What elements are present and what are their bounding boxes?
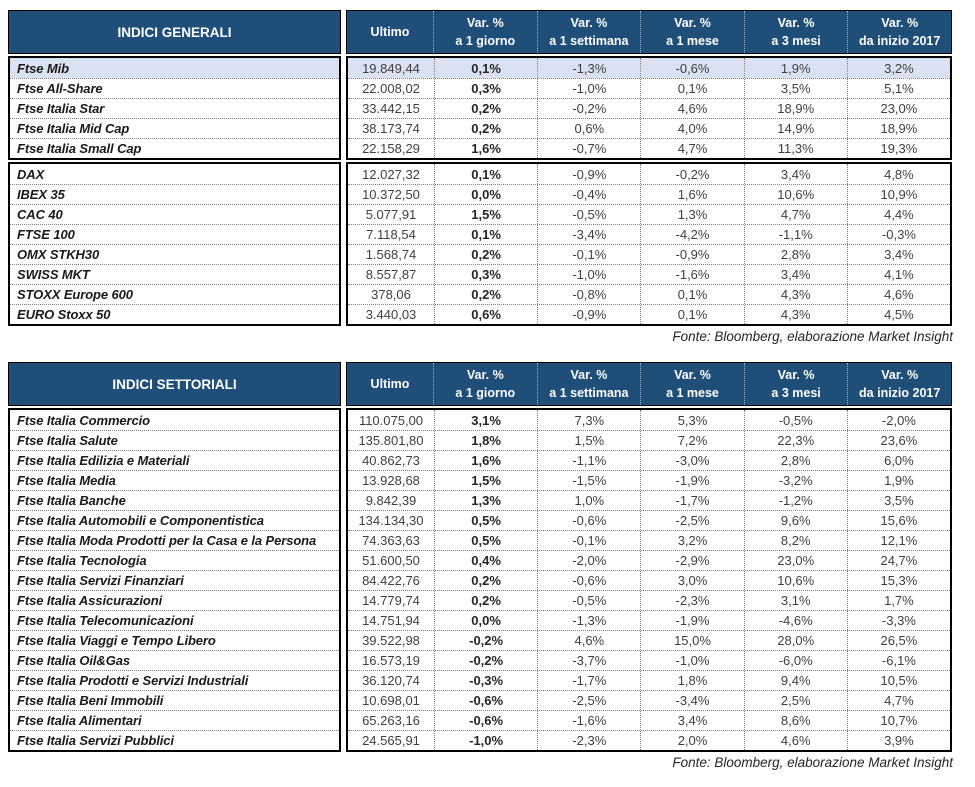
var-header-line2: a 3 mesi <box>771 34 821 48</box>
var-value-cell-3: -3,0% <box>640 451 743 470</box>
var-value-cell-2: -1,0% <box>537 79 640 98</box>
var-value-cell-1: 0,3% <box>434 79 537 98</box>
var-value-cell-3: 1,3% <box>640 205 743 224</box>
var-header-line1: Var. % <box>570 15 608 30</box>
var-value-cell-3: -3,4% <box>640 691 743 710</box>
index-row-values <box>348 650 950 670</box>
index-row-label: Ftse Mib <box>10 58 339 78</box>
var-value-cell-5: 1,9% <box>847 471 950 490</box>
ultimo-value-cell: 7.118,54 <box>366 227 416 242</box>
var-value-cell-2: -1,3% <box>537 611 640 630</box>
var-value-cell-5: -3,3% <box>847 611 950 630</box>
var-value-cell-2: -2,5% <box>537 691 640 710</box>
var-value-cell-2: -0,5% <box>537 205 640 224</box>
var-value-cell-1: 0,2% <box>434 119 537 138</box>
index-row-label: Ftse Italia Automobili e Componentistica <box>10 510 339 530</box>
var-value-cell-4: 8,6% <box>744 711 847 730</box>
var-value-cell-2: -0,6% <box>537 571 640 590</box>
var-value-cell-1: 0,1% <box>434 164 537 184</box>
ultimo-value-cell: 14.751,94 <box>362 613 420 628</box>
var-value-cell-3: -1,9% <box>640 471 743 490</box>
var-header-line2: a 1 settimana <box>549 386 629 400</box>
var-value-cell-2: -1,5% <box>537 471 640 490</box>
ultimo-value-cell: 65.263,16 <box>362 713 420 728</box>
var-header-line2: da inizio 2017 <box>859 386 941 400</box>
ultimo-value-cell: 40.862,73 <box>362 453 420 468</box>
var-value-cell-4: -1,1% <box>744 225 847 244</box>
ultimo-value-cell: 135.801,80 <box>358 433 424 448</box>
var-value-cell-4: 3,1% <box>744 591 847 610</box>
var-value-cell-1: 1,6% <box>434 451 537 470</box>
var-value-cell-1: 0,3% <box>434 265 537 284</box>
index-row-values <box>348 304 950 324</box>
var-value-cell-4: 9,4% <box>744 671 847 690</box>
var-header-line1: Var. % <box>881 15 919 30</box>
var-value-cell-2: -0,9% <box>537 164 640 184</box>
var-value-cell-2: -1,7% <box>537 671 640 690</box>
column-header-ultimo: Ultimo <box>370 376 410 391</box>
var-value-cell-4: -1,2% <box>744 491 847 510</box>
var-value-cell-4: 14,9% <box>744 119 847 138</box>
index-row-values <box>348 550 950 570</box>
ultimo-value-cell: 1.568,74 <box>365 247 417 262</box>
var-value-cell-2: -3,4% <box>537 225 640 244</box>
var-value-cell-5: 12,1% <box>847 531 950 550</box>
var-value-cell-2: 1,0% <box>537 491 640 510</box>
index-row-values <box>348 630 950 650</box>
index-row-label: Ftse Italia Mid Cap <box>10 118 339 138</box>
var-value-cell-3: 5,3% <box>640 410 743 430</box>
var-value-cell-1: -0,3% <box>434 671 537 690</box>
var-value-cell-3: -1,7% <box>640 491 743 510</box>
var-value-cell-1: 1,3% <box>434 491 537 510</box>
var-value-cell-2: 7,3% <box>537 410 640 430</box>
var-value-cell-2: -3,7% <box>537 651 640 670</box>
var-value-cell-1: 0,5% <box>434 511 537 530</box>
column-header-var-4 <box>744 11 848 53</box>
var-value-cell-4: 23,0% <box>744 551 847 570</box>
index-row-label: Ftse Italia Media <box>10 470 339 490</box>
var-value-cell-1: 0,2% <box>434 571 537 590</box>
var-value-cell-5: 10,7% <box>847 711 950 730</box>
index-row-label: Ftse Italia Moda Prodotti per la Casa e la Persona <box>10 530 339 550</box>
var-value-cell-2: -1,1% <box>537 451 640 470</box>
var-value-cell-5: 3,5% <box>847 491 950 510</box>
index-row-values <box>348 730 950 750</box>
var-header-line2: a 1 mese <box>666 386 719 400</box>
var-value-cell-2: -0,6% <box>537 511 640 530</box>
var-value-cell-4: 11,3% <box>744 139 847 158</box>
ultimo-value-cell: 10.372,50 <box>362 187 420 202</box>
var-value-cell-2: -1,3% <box>537 58 640 78</box>
ultimo-value-cell: 39.522,98 <box>362 633 420 648</box>
var-value-cell-3: 3,0% <box>640 571 743 590</box>
var-value-cell-2: -0,5% <box>537 591 640 610</box>
index-row-values <box>348 490 950 510</box>
index-row-label: Ftse Italia Viaggi e Tempo Libero <box>10 630 339 650</box>
var-value-cell-2: -0,9% <box>537 305 640 324</box>
index-row-label: IBEX 35 <box>10 184 339 204</box>
index-row-values <box>348 58 950 78</box>
var-value-cell-5: 15,6% <box>847 511 950 530</box>
ultimo-value-cell: 84.422,76 <box>362 573 420 588</box>
var-value-cell-1: 0,1% <box>434 225 537 244</box>
var-value-cell-5: -2,0% <box>847 410 950 430</box>
var-value-cell-3: -0,6% <box>640 58 743 78</box>
index-row-label: Ftse Italia Prodotti e Servizi Industriali <box>10 670 339 690</box>
index-row-values <box>348 138 950 158</box>
var-value-cell-5: 6,0% <box>847 451 950 470</box>
index-row-values <box>348 264 950 284</box>
index-row-label: EURO Stoxx 50 <box>10 304 339 324</box>
var-value-cell-4: -0,5% <box>744 410 847 430</box>
var-value-cell-1: 0,2% <box>434 245 537 264</box>
index-row-label: Ftse Italia Salute <box>10 430 339 450</box>
column-header-var-1 <box>433 363 537 405</box>
var-value-cell-5: 5,1% <box>847 79 950 98</box>
column-header-var-3 <box>640 363 744 405</box>
column-header-var-3 <box>640 11 744 53</box>
var-header-line1: Var. % <box>466 15 504 30</box>
var-value-cell-5: 18,9% <box>847 119 950 138</box>
var-header-line1: Var. % <box>777 15 815 30</box>
var-value-cell-4: 2,8% <box>744 245 847 264</box>
var-value-cell-5: 23,6% <box>847 431 950 450</box>
var-header-line1: Var. % <box>466 367 504 382</box>
var-value-cell-5: 24,7% <box>847 551 950 570</box>
column-header-var-2 <box>537 363 641 405</box>
column-header-ultimo: Ultimo <box>370 24 410 39</box>
index-row-values <box>348 670 950 690</box>
var-value-cell-5: 1,7% <box>847 591 950 610</box>
index-row-values <box>348 98 950 118</box>
index-row-values <box>348 184 950 204</box>
table-header-row <box>8 10 961 54</box>
index-row-values <box>348 430 950 450</box>
ultimo-value-cell: 14.779,74 <box>362 593 420 608</box>
var-value-cell-3: -1,0% <box>640 651 743 670</box>
index-row-label: Ftse Italia Servizi Pubblici <box>10 730 339 750</box>
index-row-values <box>348 470 950 490</box>
index-row-values <box>348 710 950 730</box>
var-value-cell-4: 4,7% <box>744 205 847 224</box>
var-value-cell-5: -6,1% <box>847 651 950 670</box>
var-value-cell-4: 2,8% <box>744 451 847 470</box>
source-note: Fonte: Bloomberg, elaborazione Market Insight <box>672 755 953 770</box>
var-value-cell-4: 4,3% <box>744 285 847 304</box>
var-value-cell-3: 1,8% <box>640 671 743 690</box>
var-value-cell-3: -0,9% <box>640 245 743 264</box>
index-values-column <box>346 162 952 326</box>
var-value-cell-1: 1,6% <box>434 139 537 158</box>
var-value-cell-1: 0,1% <box>434 58 537 78</box>
index-row-label: DAX <box>17 166 45 182</box>
var-value-cell-4: 22,3% <box>744 431 847 450</box>
var-value-cell-5: 19,3% <box>847 139 950 158</box>
var-value-cell-2: 1,5% <box>537 431 640 450</box>
source-note: Fonte: Bloomberg, elaborazione Market Insight <box>672 329 953 344</box>
var-value-cell-4: 4,3% <box>744 305 847 324</box>
index-row-label: Ftse Italia Tecnologia <box>10 550 339 570</box>
index-row-label: SWISS MKT <box>10 264 339 284</box>
var-value-cell-1: 1,5% <box>434 471 537 490</box>
var-value-cell-2: -0,2% <box>537 99 640 118</box>
var-value-cell-3: 0,1% <box>640 285 743 304</box>
table-section <box>8 56 961 160</box>
var-value-cell-3: -4,2% <box>640 225 743 244</box>
column-headers <box>346 362 952 406</box>
column-header-var-4 <box>744 363 848 405</box>
column-header-var-5 <box>847 11 951 53</box>
var-value-cell-3: 4,0% <box>640 119 743 138</box>
ultimo-value-cell: 36.120,74 <box>362 673 420 688</box>
table-title: INDICI GENERALI <box>8 10 341 54</box>
ultimo-value-cell: 10.698,01 <box>362 693 420 708</box>
var-value-cell-1: 0,5% <box>434 531 537 550</box>
ultimo-value-cell: 110.075,00 <box>358 412 424 428</box>
var-value-cell-5: 23,0% <box>847 99 950 118</box>
ultimo-value-cell: 22.008,02 <box>362 81 420 96</box>
index-row-values <box>348 570 950 590</box>
ultimo-value-cell: 33.442,15 <box>362 101 420 116</box>
var-header-line1: Var. % <box>777 367 815 382</box>
var-header-line2: a 1 giorno <box>455 386 516 400</box>
ultimo-value-cell: 24.565,91 <box>362 733 420 748</box>
ultimo-value-cell: 19.849,44 <box>362 60 420 76</box>
var-value-cell-4: 1,9% <box>744 58 847 78</box>
var-value-cell-2: -0,7% <box>537 139 640 158</box>
var-value-cell-5: 3,9% <box>847 731 950 750</box>
var-value-cell-5: 3,4% <box>847 245 950 264</box>
var-header-line2: a 3 mesi <box>771 386 821 400</box>
var-value-cell-5: 4,6% <box>847 285 950 304</box>
ultimo-value-cell: 5.077,91 <box>365 207 417 222</box>
var-value-cell-3: 3,4% <box>640 711 743 730</box>
var-value-cell-1: 0,4% <box>434 551 537 570</box>
index-row-values <box>348 224 950 244</box>
var-value-cell-4: 3,5% <box>744 79 847 98</box>
var-value-cell-2: 4,6% <box>537 631 640 650</box>
index-row-values <box>348 450 950 470</box>
var-value-cell-5: 15,3% <box>847 571 950 590</box>
ultimo-value-cell: 9.842,39 <box>365 493 417 508</box>
var-value-cell-4: 3,4% <box>744 164 847 184</box>
var-value-cell-1: 0,2% <box>434 591 537 610</box>
var-value-cell-5: 10,9% <box>847 185 950 204</box>
var-value-cell-2: -0,4% <box>537 185 640 204</box>
index-row-label: Ftse Italia Assicurazioni <box>10 590 339 610</box>
var-value-cell-5: 4,4% <box>847 205 950 224</box>
ultimo-value-cell: 74.363,63 <box>362 533 420 548</box>
index-names-column <box>8 56 341 160</box>
var-value-cell-5: 4,7% <box>847 691 950 710</box>
var-value-cell-2: -1,6% <box>537 711 640 730</box>
ultimo-value-cell: 38.173,74 <box>362 121 420 136</box>
index-values-column <box>346 56 952 160</box>
var-value-cell-2: 0,6% <box>537 119 640 138</box>
ultimo-value-cell: 3.440,03 <box>365 307 417 322</box>
var-value-cell-4: 3,4% <box>744 265 847 284</box>
var-header-line1: Var. % <box>674 367 711 382</box>
var-value-cell-3: 4,7% <box>640 139 743 158</box>
table-section <box>8 408 961 752</box>
index-row-label: OMX STKH30 <box>10 244 339 264</box>
index-row-values <box>348 164 950 184</box>
var-value-cell-4: 28,0% <box>744 631 847 650</box>
var-value-cell-1: 0,0% <box>434 611 537 630</box>
var-value-cell-3: -2,3% <box>640 591 743 610</box>
index-row-label: Ftse All-Share <box>10 78 339 98</box>
index-row-label: Ftse Italia Small Cap <box>10 138 339 158</box>
index-table-indici-settoriali <box>8 362 961 773</box>
var-value-cell-2: -0,1% <box>537 245 640 264</box>
var-value-cell-1: 1,5% <box>434 205 537 224</box>
table-header-row <box>8 362 961 406</box>
index-row-label: Ftse Italia Commercio <box>17 412 150 428</box>
column-header-var-1 <box>433 11 537 53</box>
var-value-cell-1: -1,0% <box>434 731 537 750</box>
index-row-values <box>348 78 950 98</box>
var-value-cell-2: -0,8% <box>537 285 640 304</box>
var-value-cell-4: 8,2% <box>744 531 847 550</box>
ultimo-value-cell: 13.928,68 <box>362 473 420 488</box>
var-header-line2: a 1 settimana <box>549 34 629 48</box>
var-value-cell-1: 3,1% <box>434 410 537 430</box>
var-value-cell-1: 0,6% <box>434 305 537 324</box>
index-row-values <box>348 204 950 224</box>
var-value-cell-5: 10,5% <box>847 671 950 690</box>
ultimo-value-cell: 16.573,19 <box>362 653 420 668</box>
var-value-cell-1: -0,6% <box>434 711 537 730</box>
ultimo-value-cell: 8.557,87 <box>365 267 417 282</box>
var-value-cell-5: 4,1% <box>847 265 950 284</box>
index-row-values <box>348 690 950 710</box>
var-value-cell-1: 0,0% <box>434 185 537 204</box>
var-value-cell-5: 26,5% <box>847 631 950 650</box>
var-header-line1: Var. % <box>570 367 608 382</box>
column-header-var-5 <box>847 363 951 405</box>
index-table-indici-generali <box>8 10 961 347</box>
var-value-cell-5: -0,3% <box>847 225 950 244</box>
column-headers <box>346 10 952 54</box>
var-value-cell-3: 4,6% <box>640 99 743 118</box>
index-row-values <box>348 410 950 430</box>
index-row-label: Ftse Italia Oil&Gas <box>10 650 339 670</box>
var-value-cell-5: 4,5% <box>847 305 950 324</box>
var-value-cell-3: -1,9% <box>640 611 743 630</box>
index-row-values <box>348 610 950 630</box>
var-value-cell-2: -1,0% <box>537 265 640 284</box>
var-value-cell-3: 0,1% <box>640 305 743 324</box>
index-row-label: Ftse Italia Telecomunicazioni <box>10 610 339 630</box>
var-value-cell-4: 9,6% <box>744 511 847 530</box>
var-value-cell-3: -2,9% <box>640 551 743 570</box>
index-row-label: Ftse Italia Servizi Finanziari <box>10 570 339 590</box>
index-names-column <box>8 162 341 326</box>
var-value-cell-3: 0,1% <box>640 79 743 98</box>
var-value-cell-1: 0,2% <box>434 285 537 304</box>
index-row-label: Ftse Italia Beni Immobili <box>10 690 339 710</box>
var-value-cell-2: -2,3% <box>537 731 640 750</box>
ultimo-value-cell: 134.134,30 <box>358 513 424 528</box>
index-row-label: Ftse Italia Star <box>10 98 339 118</box>
var-value-cell-2: -2,0% <box>537 551 640 570</box>
index-row-label: Ftse Italia Edilizia e Materiali <box>10 450 339 470</box>
index-row-values <box>348 244 950 264</box>
index-row-values <box>348 590 950 610</box>
ultimo-value-cell: 51.600,50 <box>362 553 420 568</box>
index-names-column <box>8 408 341 752</box>
var-value-cell-3: -1,6% <box>640 265 743 284</box>
var-value-cell-3: -0,2% <box>640 164 743 184</box>
var-header-line2: da inizio 2017 <box>859 34 941 48</box>
var-value-cell-3: -2,5% <box>640 511 743 530</box>
var-value-cell-5: 3,2% <box>847 58 950 78</box>
index-row-values <box>348 530 950 550</box>
var-value-cell-2: -0,1% <box>537 531 640 550</box>
var-value-cell-4: 4,6% <box>744 731 847 750</box>
var-header-line1: Var. % <box>881 367 919 382</box>
table-section <box>8 162 961 326</box>
var-header-line2: a 1 mese <box>666 34 719 48</box>
tables-host <box>8 10 961 773</box>
index-row-label: FTSE 100 <box>10 224 339 244</box>
var-value-cell-1: 1,8% <box>434 431 537 450</box>
ultimo-value-cell: 22.158,29 <box>362 141 420 156</box>
var-value-cell-4: 2,5% <box>744 691 847 710</box>
var-value-cell-4: 10,6% <box>744 185 847 204</box>
table-title: INDICI SETTORIALI <box>8 362 341 406</box>
var-value-cell-3: 2,0% <box>640 731 743 750</box>
var-value-cell-1: -0,2% <box>434 631 537 650</box>
var-header-line1: Var. % <box>674 15 711 30</box>
var-value-cell-1: -0,6% <box>434 691 537 710</box>
var-value-cell-3: 3,2% <box>640 531 743 550</box>
var-value-cell-4: -6,0% <box>744 651 847 670</box>
var-value-cell-5: 4,8% <box>847 164 950 184</box>
ultimo-value-cell: 12.027,32 <box>362 166 420 182</box>
var-value-cell-1: -0,2% <box>434 651 537 670</box>
index-row-label: CAC 40 <box>10 204 339 224</box>
index-row-values <box>348 510 950 530</box>
var-value-cell-4: -4,6% <box>744 611 847 630</box>
index-values-column <box>346 408 952 752</box>
ultimo-value-cell: 378,06 <box>371 287 411 302</box>
index-row-values <box>348 118 950 138</box>
index-row-label: Ftse Italia Alimentari <box>10 710 339 730</box>
index-row-label: Ftse Italia Banche <box>10 490 339 510</box>
index-row-values <box>348 284 950 304</box>
column-header-var-2 <box>537 11 641 53</box>
var-value-cell-3: 1,6% <box>640 185 743 204</box>
var-value-cell-4: 10,6% <box>744 571 847 590</box>
var-value-cell-1: 0,2% <box>434 99 537 118</box>
var-value-cell-3: 15,0% <box>640 631 743 650</box>
var-value-cell-4: 18,9% <box>744 99 847 118</box>
var-header-line2: a 1 giorno <box>455 34 516 48</box>
var-value-cell-3: 7,2% <box>640 431 743 450</box>
var-value-cell-4: -3,2% <box>744 471 847 490</box>
index-row-label: STOXX Europe 600 <box>10 284 339 304</box>
